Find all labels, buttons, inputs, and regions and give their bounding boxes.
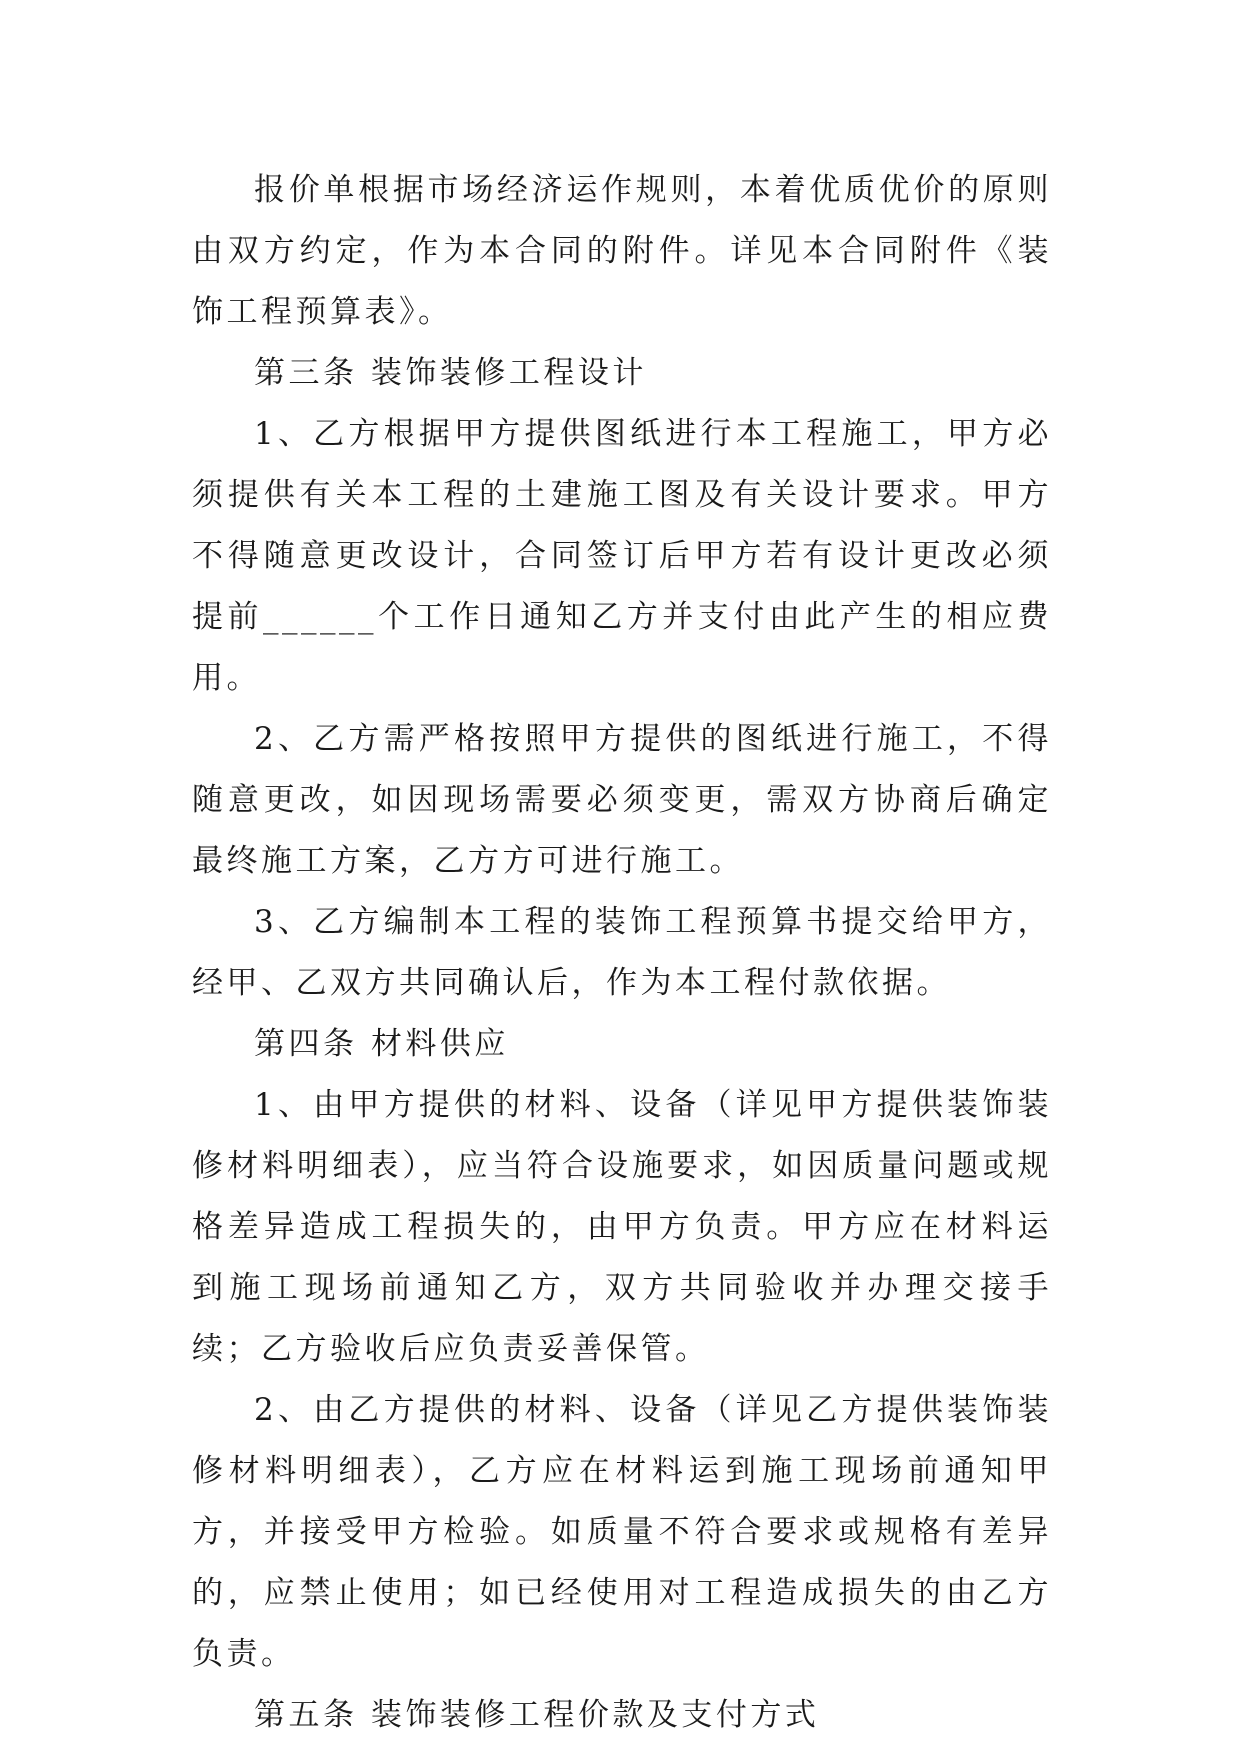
paragraph-quotation: 报价单根据市场经济运作规则，本着优质优价的原则由双方约定，作为本合同的附件。详见本合同附件《装饰工程预算表》。 (192, 172, 1052, 330)
paragraph-article-4-item-1: 1、由甲方提供的材料、设备（详见甲方提供装饰装修材料明细表），应当符合设施要求，如因质量问题或规格差异造成工程损失的，由甲方负责。甲方应在材料运到施工现场前通知乙方，双方共同验收并办理交接手续；乙方验收后应负责妥善保管。 (192, 1087, 1052, 1367)
heading-article-3: 第三条 装饰装修工程设计 (254, 355, 647, 391)
heading-article-5: 第五条 装饰装修工程价款及支付方式 (254, 1697, 820, 1733)
paragraph-article-3-item-3: 3、乙方编制本工程的装饰工程预算书提交给甲方，经甲、乙双方共同确认后，作为本工程付款依据。 (192, 904, 1052, 1001)
document-page (192, 160, 1052, 1746)
paragraph-article-3-item-1: 1、乙方根据甲方提供图纸进行本工程施工，甲方必须提供有关本工程的土建施工图及有关设计要求。甲方不得随意更改设计，合同签订后甲方若有设计更改必须提前______个工作日通知乙方并支付由此产生的相应费用。 (192, 416, 1052, 696)
paragraph-article-3-item-2: 2、乙方需严格按照甲方提供的图纸进行施工，不得随意更改，如因现场需要必须变更，需双方协商后确定最终施工方案，乙方方可进行施工。 (192, 721, 1052, 879)
heading-article-4: 第四条 材料供应 (254, 1026, 509, 1062)
paragraph-article-4-item-2: 2、由乙方提供的材料、设备（详见乙方提供装饰装修材料明细表），乙方应在材料运到施工现场前通知甲方，并接受甲方检验。如质量不符合要求或规格有差异的，应禁止使用；如已经使用对工程造成损失的由乙方负责。 (192, 1392, 1052, 1672)
